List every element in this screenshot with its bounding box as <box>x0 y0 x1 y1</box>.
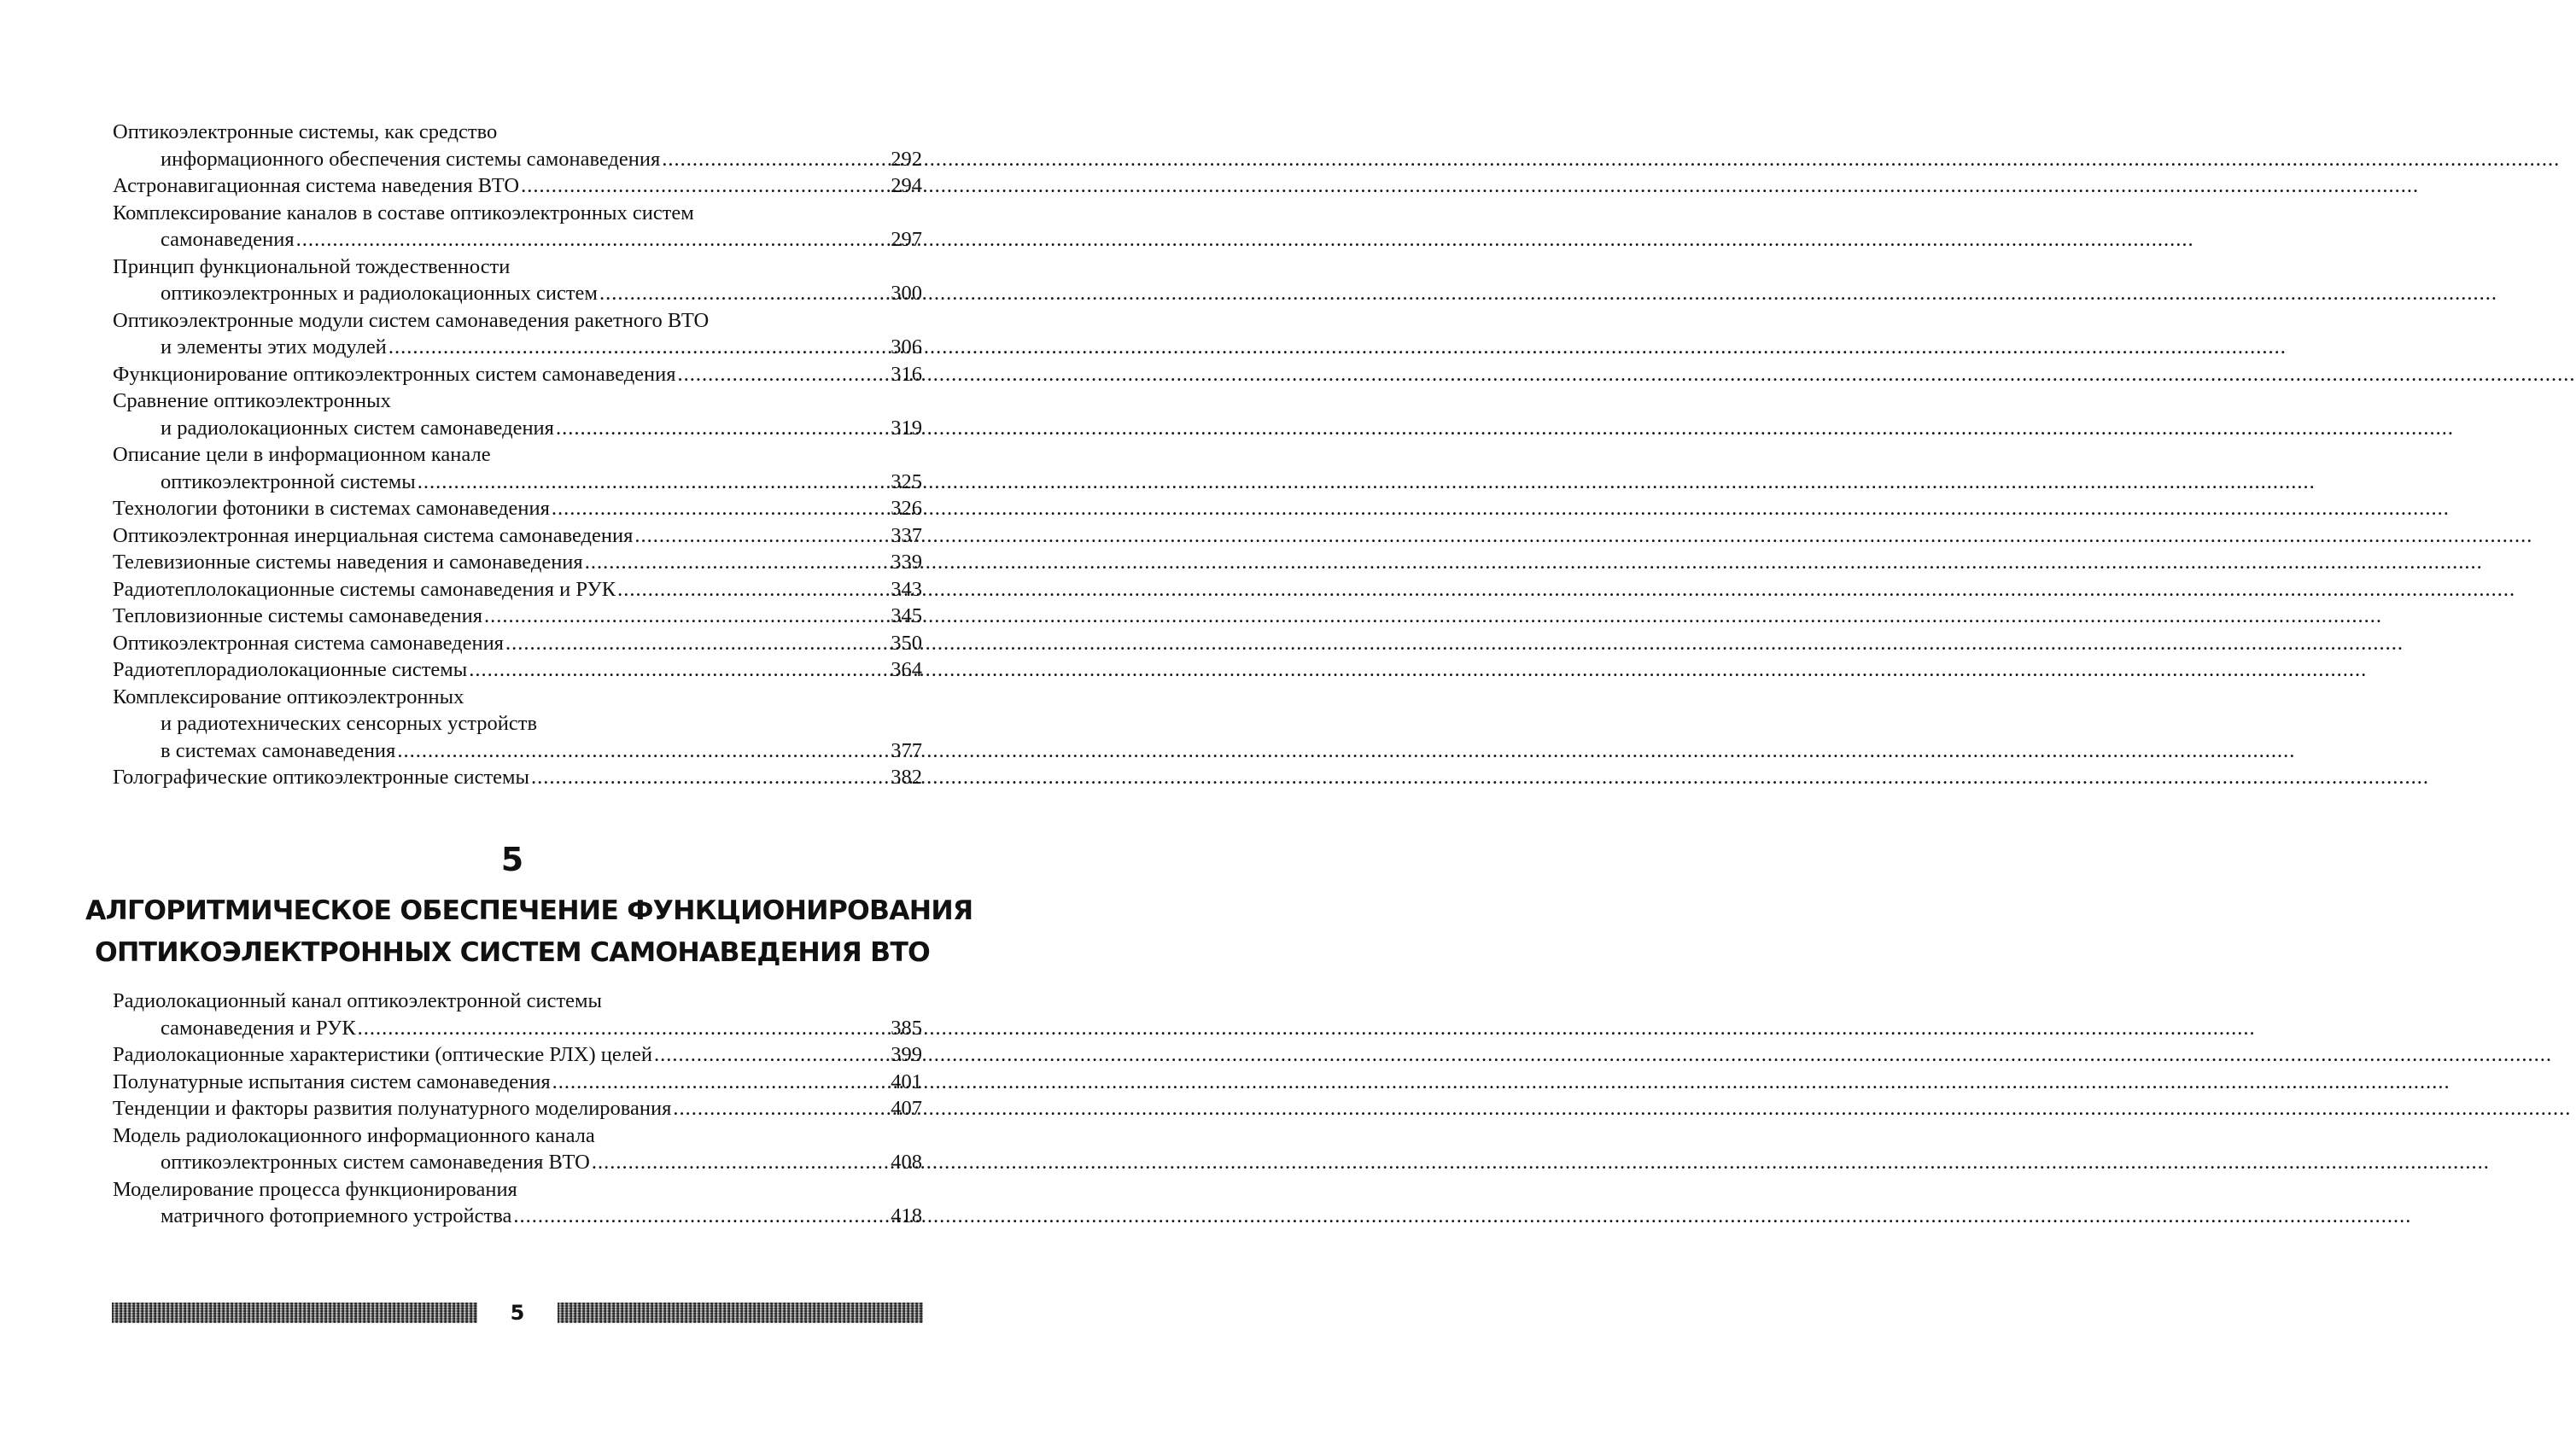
chapter-title-line-1: АЛГОРИТМИЧЕСКОЕ ОБЕСПЕЧЕНИЕ ФУНКЦИОНИРОВАНИЯ <box>85 895 973 926</box>
dot-leader <box>678 361 886 388</box>
toc-page-number: 306 <box>891 335 922 358</box>
toc-page-number: 316 <box>891 362 922 386</box>
toc-entry-title-line: Оптикоэлектронные системы, как средство <box>113 120 498 143</box>
footer-ornament-right <box>558 1303 923 1323</box>
toc-entry <box>113 549 922 576</box>
toc-entry-leader-line <box>113 603 922 630</box>
toc-page-number: 382 <box>891 766 922 789</box>
toc-page-number: 364 <box>891 658 922 681</box>
toc-entry-title: матричного фотоприемного устройства <box>161 1204 512 1227</box>
dot-leader <box>484 603 885 630</box>
toc-entry <box>113 656 922 684</box>
toc-page-number: 343 <box>891 577 922 601</box>
dot-leader <box>599 280 885 307</box>
chapter-contents-section <box>113 988 922 1230</box>
toc-entry <box>113 576 922 603</box>
toc-entry-title: Радиолокационные характеристики (оптические РЛХ) целей <box>113 1043 652 1066</box>
toc-entry <box>113 603 922 630</box>
dot-leader <box>617 576 885 603</box>
toc-entry-title: Телевизионные системы наведения и самонаведения <box>113 551 583 574</box>
dot-leader <box>513 1203 885 1230</box>
toc-page-number: 300 <box>891 282 922 305</box>
toc-entry <box>113 172 922 200</box>
toc-entry-leader-line <box>113 361 922 388</box>
toc-entry-title: Полунатурные испытания систем самонаведения <box>113 1070 551 1093</box>
toc-entry-title: Астронавигационная система наведения ВТО <box>113 174 520 197</box>
toc-entry-title: Оптикоэлектронная инерциальная система самонаведения <box>113 523 634 547</box>
toc-entry-title-line: Модель радиолокационного информационного канала <box>113 1123 595 1147</box>
toc-entry-leader-line <box>113 415 922 442</box>
toc-entry <box>113 1069 922 1096</box>
toc-entry-title: Тепловизионные системы самонаведения <box>113 604 483 627</box>
footer-page-number: 5 <box>510 1301 525 1325</box>
toc-page-number: 408 <box>891 1151 922 1174</box>
page-footer <box>112 1297 923 1328</box>
toc-entry-leader-line <box>113 576 922 603</box>
toc-page-number: 325 <box>891 469 922 493</box>
toc-entry-title: в системах самонаведения <box>161 738 396 762</box>
toc-entry-leader-line <box>113 280 922 307</box>
toc-entry-title: самонаведения <box>161 228 295 251</box>
toc-entry <box>113 988 922 1041</box>
toc-entry-title-line: Комплексирование оптикоэлектронных <box>113 685 464 708</box>
dot-leader <box>556 415 885 442</box>
toc-page-number: 350 <box>891 631 922 655</box>
toc-entry <box>113 254 922 307</box>
chapter-title <box>85 890 973 974</box>
dot-leader <box>521 172 885 200</box>
toc-entry-title-line: Оптикоэлектронные модули систем самонаведения ракетного ВТО <box>113 308 710 332</box>
toc-page-number: 377 <box>891 738 922 762</box>
dot-leader <box>469 656 885 684</box>
toc-entry-leader-line <box>113 1203 922 1230</box>
toc-entry-title: Радиотеплорадиолокационные системы <box>113 658 468 681</box>
dot-leader <box>397 737 885 765</box>
toc-page-number: 385 <box>891 1016 922 1040</box>
toc-entry-title: оптикоэлектронной системы <box>161 469 416 493</box>
toc-page-number: 418 <box>891 1204 922 1227</box>
toc-entry-title: оптикоэлектронных систем самонаведения ВТО <box>161 1151 590 1174</box>
toc-entry-leader-line <box>113 334 922 361</box>
toc-entry-leader-line <box>113 764 922 791</box>
toc-entry <box>113 388 922 441</box>
toc-entry <box>113 1176 922 1230</box>
toc-entry-title-line: Сравнение оптикоэлектронных <box>113 389 391 412</box>
toc-page-number: 337 <box>891 523 922 547</box>
dot-leader <box>585 549 886 576</box>
dot-leader <box>505 630 885 657</box>
toc-entry <box>113 630 922 657</box>
dot-leader <box>418 469 885 496</box>
dot-leader <box>662 146 885 173</box>
toc-page-number: 401 <box>891 1070 922 1093</box>
toc-entry-title: и радиолокационных систем самонаведения <box>161 416 554 440</box>
toc-entry <box>113 522 922 550</box>
toc-page-number: 326 <box>891 497 922 520</box>
toc-page-number: 339 <box>891 551 922 574</box>
toc-entry-leader-line <box>113 737 922 765</box>
toc-entry-title: оптикоэлектронных и радиолокационных систем <box>161 282 598 305</box>
dot-leader <box>296 226 886 254</box>
toc-entry-leader-line <box>113 549 922 576</box>
toc-entry-title: Голографические оптикоэлектронные системы <box>113 766 530 789</box>
toc-entry-title: и элементы этих модулей <box>161 335 387 358</box>
toc-entry-leader-line <box>113 469 922 496</box>
toc-entry-leader-line <box>113 495 922 522</box>
toc-page-number: 399 <box>891 1043 922 1066</box>
dot-leader <box>552 495 885 522</box>
toc-page-number: 319 <box>891 416 922 440</box>
toc-entry-leader-line <box>113 172 922 200</box>
toc-entry-title: Оптикоэлектронная система самонаведения <box>113 631 504 655</box>
chapter-number: 5 <box>500 841 524 878</box>
toc-page-number: 345 <box>891 604 922 627</box>
toc-entry <box>113 1095 922 1122</box>
toc-entry-leader-line <box>113 1095 922 1122</box>
chapter-title-line-2: ОПТИКОЭЛЕКТРОННЫХ СИСТЕМ САМОНАВЕДЕНИЯ ВТО <box>94 937 931 968</box>
toc-entry-title: Тенденции и факторы развития полунатурного моделирования <box>113 1097 672 1120</box>
toc-entry <box>113 1122 922 1176</box>
toc-entry-title-line: Моделирование процесса функционирования <box>113 1177 517 1201</box>
toc-entry-title: Радиотеплолокационные системы самонаведения и РУК <box>113 577 616 601</box>
toc-entry-leader-line <box>113 656 922 684</box>
dot-leader <box>388 334 885 361</box>
dot-leader <box>654 1041 885 1069</box>
toc-entry <box>113 764 922 791</box>
toc-entry-title: самонаведения и РУК <box>161 1016 356 1040</box>
toc-page-number: 294 <box>891 174 922 197</box>
toc-entry-leader-line <box>113 522 922 550</box>
toc-entry-title-line: и радиотехнических сенсорных устройств <box>161 712 538 735</box>
toc-entry <box>113 684 922 765</box>
dot-leader <box>552 1069 886 1096</box>
toc-entry-title-line: Радиолокационный канал оптикоэлектронной системы <box>113 989 602 1012</box>
toc-entry <box>113 361 922 388</box>
toc-entry-title: информационного обеспечения системы самонаведения <box>161 147 661 171</box>
toc-page-number: 407 <box>891 1097 922 1120</box>
toc-entry <box>113 495 922 522</box>
toc-entry-leader-line <box>113 1041 922 1069</box>
toc-entry-title-line: Принцип функциональной тождественности <box>113 254 511 278</box>
toc-entry <box>113 441 922 495</box>
toc-entry <box>113 1041 922 1069</box>
toc-entry-title: Технологии фотоники в системах самонаведения <box>113 497 550 520</box>
toc-entry-leader-line <box>113 630 922 657</box>
toc-entry-title-line: Описание цели в информационном канале <box>113 443 491 466</box>
toc-entry <box>113 119 922 172</box>
dot-leader <box>531 764 885 791</box>
toc-page-number: 292 <box>891 147 922 171</box>
toc-page-number: 297 <box>891 228 922 251</box>
toc-entry <box>113 307 922 361</box>
toc-entry <box>113 200 922 254</box>
document-page <box>0 0 1025 1434</box>
toc-entry-title: Функционирование оптикоэлектронных систем самонаведения <box>113 362 676 386</box>
toc-entry-leader-line <box>113 146 922 173</box>
dot-leader <box>358 1015 886 1042</box>
dot-leader <box>673 1095 885 1122</box>
table-of-contents-section <box>113 119 922 791</box>
dot-leader <box>634 522 885 550</box>
toc-entry-title-line: Комплексирование каналов в составе оптикоэлектронных систем <box>113 201 694 224</box>
toc-entry-leader-line <box>113 226 922 254</box>
dot-leader <box>592 1149 885 1176</box>
toc-entry-leader-line <box>113 1069 922 1096</box>
toc-entry-leader-line <box>113 1149 922 1176</box>
toc-entry-leader-line <box>113 1015 922 1042</box>
